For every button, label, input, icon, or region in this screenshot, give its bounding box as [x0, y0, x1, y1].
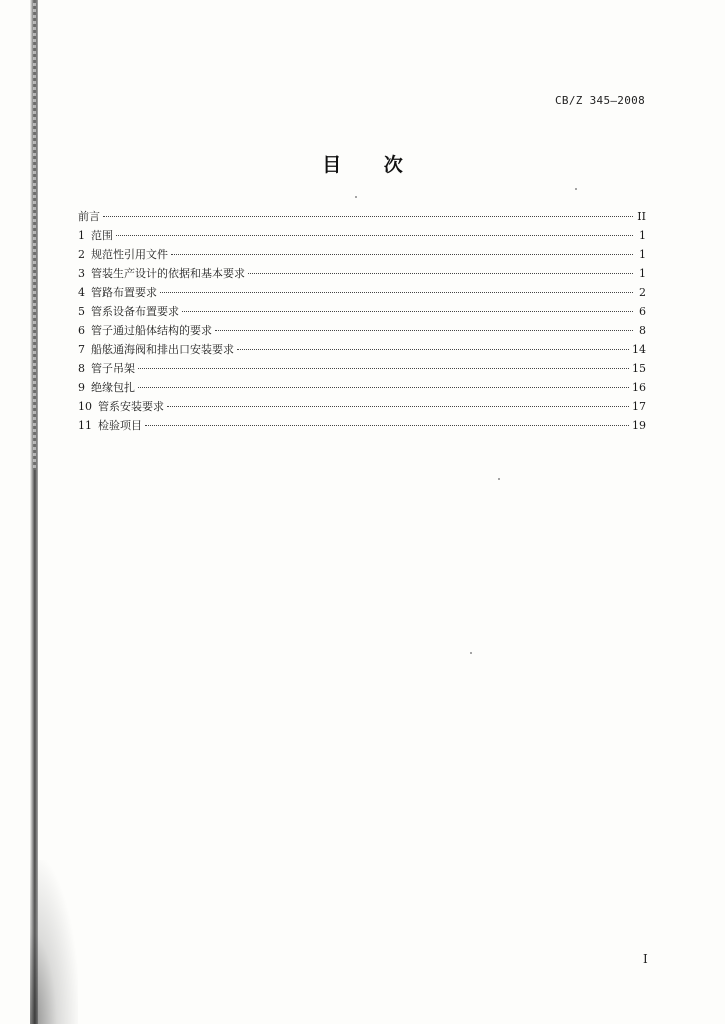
scan-speck	[470, 652, 472, 654]
scan-speck	[355, 196, 357, 198]
toc-entry-label: 管子通过船体结构的要求	[91, 324, 212, 337]
toc-entry-page: 6	[639, 305, 646, 318]
toc-leader-dots	[103, 216, 633, 217]
toc-entry-page: 14	[632, 343, 646, 356]
toc-entry-number: 6	[78, 324, 85, 337]
toc-leader-dots	[138, 387, 629, 388]
toc-entry-page: 1	[639, 248, 646, 261]
toc-leader-dots	[145, 425, 629, 426]
toc-entry[interactable]	[78, 283, 646, 302]
toc-entry[interactable]	[78, 359, 646, 378]
toc-entry[interactable]	[78, 397, 646, 416]
toc-leader-dots	[138, 368, 629, 369]
toc-entry-label: 管系设备布置要求	[91, 305, 179, 318]
toc-entry-label: 管路布置要求	[91, 286, 157, 299]
toc-entry-number: 5	[78, 305, 85, 318]
toc-entry-page: 19	[632, 419, 646, 432]
toc-entry-page: 1	[639, 267, 646, 280]
toc-entry-number: 2	[78, 248, 85, 261]
page-number: I	[643, 952, 648, 966]
toc-entry-number: 11	[78, 419, 92, 432]
toc-entry-number: 9	[78, 381, 85, 394]
toc-entry[interactable]	[78, 245, 646, 264]
toc-entry-page: II	[637, 210, 646, 223]
toc-entry-page: 16	[632, 381, 646, 394]
toc-leader-dots	[116, 235, 633, 236]
toc-entry-number: 1	[78, 229, 85, 242]
toc-entry-number: 8	[78, 362, 85, 375]
toc-entry-label: 前言	[78, 210, 100, 223]
toc-entry-label: 管系安装要求	[98, 400, 164, 413]
toc-entry-page: 8	[639, 324, 646, 337]
toc-entry-label: 管子吊架	[91, 362, 135, 375]
toc-entry-page: 1	[639, 229, 646, 242]
toc-entry-label: 检验项目	[98, 419, 142, 432]
toc-entry[interactable]	[78, 302, 646, 321]
toc-entry-number: 4	[78, 286, 85, 299]
toc-entry-page: 15	[632, 362, 646, 375]
toc-leader-dots	[160, 292, 633, 293]
toc-entry-label: 船舷通海阀和排出口安装要求	[91, 343, 234, 356]
toc-entry-label: 绝缘包扎	[91, 381, 135, 394]
toc-entry[interactable]	[78, 264, 646, 283]
toc-entry[interactable]	[78, 378, 646, 397]
binding-edge-texture	[33, 0, 36, 470]
toc-entry[interactable]	[78, 321, 646, 340]
toc-leader-dots	[167, 406, 629, 407]
toc-leader-dots	[171, 254, 633, 255]
scan-speck	[498, 478, 500, 480]
toc-entry-number: 10	[78, 400, 92, 413]
toc-leader-dots	[215, 330, 633, 331]
toc-title: 目 次	[322, 154, 421, 176]
toc-entry-number: 3	[78, 267, 85, 280]
document-code: CB/Z 345—2008	[555, 94, 645, 107]
toc-leader-dots	[248, 273, 633, 274]
toc-leader-dots	[182, 311, 633, 312]
toc-entry-label: 范围	[91, 229, 113, 242]
toc-entry[interactable]	[78, 340, 646, 359]
toc-entry-page: 2	[639, 286, 646, 299]
toc-entry[interactable]	[78, 207, 646, 226]
toc-list	[78, 207, 646, 435]
toc-entry-number: 7	[78, 343, 85, 356]
toc-entry-label: 规范性引用文件	[91, 248, 168, 261]
scan-speck	[575, 188, 577, 190]
scan-shadow	[30, 860, 78, 1024]
toc-entry[interactable]	[78, 416, 646, 435]
toc-leader-dots	[237, 349, 629, 350]
toc-entry-label: 管装生产设计的依据和基本要求	[91, 267, 245, 280]
toc-entry-page: 17	[632, 400, 646, 413]
toc-entry[interactable]	[78, 226, 646, 245]
